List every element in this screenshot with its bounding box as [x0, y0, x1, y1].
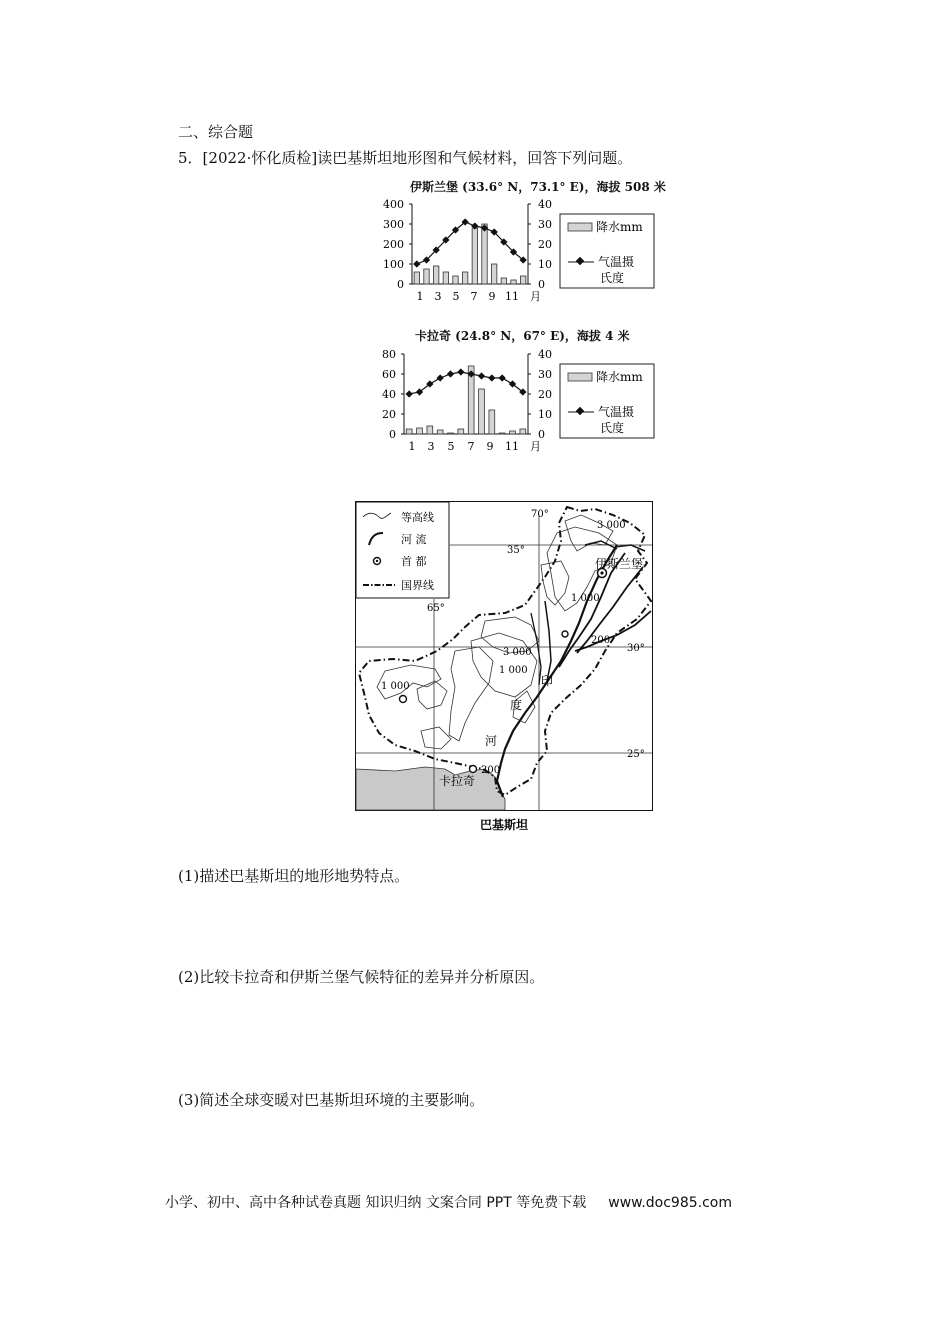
- precip-bar: [510, 431, 516, 434]
- temperature-point: [447, 370, 454, 377]
- lat-label-35: 35°: [507, 545, 525, 556]
- legend-precip-label: 降水mm: [596, 370, 643, 384]
- contour-label: 200: [591, 635, 611, 646]
- question-5: [178, 147, 632, 168]
- legend-contour: 等高线: [401, 511, 434, 524]
- legend-precip-swatch: [568, 373, 592, 381]
- question-source: [2022·怀化质检]: [202, 149, 318, 167]
- temperature-point: [478, 372, 485, 379]
- tick-x: 3: [427, 440, 435, 453]
- tick-x: 1: [416, 290, 424, 303]
- river-label: 度: [510, 698, 523, 712]
- precip-bar: [472, 228, 477, 284]
- precip-bar: [433, 266, 438, 284]
- tick-left: 100: [383, 258, 404, 271]
- tick-left: 40: [382, 388, 396, 401]
- legend-border: 国界线: [401, 579, 434, 592]
- tick-right: 40: [538, 198, 552, 211]
- precip-bar: [511, 280, 516, 284]
- precip-bar: [482, 224, 487, 284]
- legend-temp-marker: [576, 407, 584, 415]
- precip-bar: [499, 433, 505, 434]
- x-axis-ticks: [409, 440, 542, 453]
- city-islamabad: 伊斯兰堡: [595, 557, 644, 571]
- precip-bar: [437, 430, 443, 434]
- legend-temp-label: 气温摄: [598, 405, 635, 419]
- karachi-marker: [470, 766, 477, 773]
- lon-label-65: 65°: [427, 603, 445, 614]
- left-axis-ticks: [383, 198, 404, 291]
- tick-right: 10: [538, 408, 552, 421]
- temperature-point: [413, 260, 420, 267]
- tick-left: 200: [383, 238, 404, 251]
- question-text: 读巴基斯坦地形图和气候材料，回答下列问题。: [317, 149, 633, 167]
- map-caption: 巴基斯坦: [479, 818, 529, 832]
- precip-bar: [458, 429, 464, 434]
- tick-left: 0: [397, 278, 404, 291]
- legend-temp-label-2: 氏度: [600, 421, 625, 435]
- tick-left: 60: [382, 368, 396, 381]
- legend-temp-marker: [576, 257, 584, 265]
- x-unit: 月: [530, 440, 541, 453]
- tick-right: 20: [538, 238, 552, 251]
- river-label: 河: [485, 734, 498, 748]
- subquestion-3: (3)简述全球变暖对巴基斯坦环境的主要影响。: [178, 1091, 485, 1109]
- tick-right: 0: [538, 428, 545, 441]
- precip-bar: [489, 410, 495, 434]
- pakistan-topographic-map: [355, 501, 653, 835]
- contour-label: 3 000: [597, 520, 626, 531]
- right-axis-ticks: [538, 198, 552, 291]
- chart-title-islamabad: 伊斯兰堡 (33.6° N，73.1° E)，海拔 508 米: [410, 180, 666, 194]
- temperature-line: [409, 372, 523, 394]
- plot-area: [401, 354, 531, 434]
- precip-bar: [414, 272, 419, 284]
- tick-x: 9: [488, 290, 496, 303]
- tick-x: 3: [434, 290, 442, 303]
- tick-x: 7: [470, 290, 478, 303]
- legend-capital: 首 都: [401, 555, 427, 568]
- tick-right: 40: [538, 348, 552, 361]
- precip-bar: [462, 272, 467, 284]
- tick-left: 400: [383, 198, 404, 211]
- temperature-point: [498, 374, 505, 381]
- legend-temp-label-2: 氏度: [600, 271, 625, 285]
- temperature-point: [488, 374, 495, 381]
- temperature-point: [405, 390, 412, 397]
- contour-label: 1 000: [571, 593, 600, 604]
- precip-bar: [520, 276, 525, 284]
- lat-label-30: 30°: [627, 643, 645, 654]
- tick-x: 1: [408, 440, 416, 453]
- legend-precip-label: 降水mm: [596, 220, 643, 234]
- precip-bar: [491, 264, 496, 284]
- plot-area: [409, 204, 531, 284]
- legend-precip-swatch: [568, 223, 592, 231]
- tick-x: 11: [505, 290, 519, 303]
- footer: [165, 1192, 732, 1212]
- tick-right: 0: [538, 278, 545, 291]
- x-unit: 月: [530, 290, 541, 303]
- left-axis-ticks: [382, 348, 396, 441]
- tick-x: 9: [486, 440, 494, 453]
- right-axis-ticks: [538, 348, 552, 441]
- temperature-point: [457, 368, 464, 375]
- tick-right: 30: [538, 368, 552, 381]
- tick-left: 20: [382, 408, 396, 421]
- legend-temp-label: 气温摄: [598, 255, 635, 269]
- tick-x: 7: [467, 440, 475, 453]
- contour-label: 1 000: [381, 681, 410, 692]
- section-heading: 二、综合题: [178, 123, 254, 141]
- tick-x: 5: [452, 290, 460, 303]
- subquestion-1: (1)描述巴基斯坦的地形地势特点。: [178, 867, 410, 885]
- tick-x: 11: [505, 440, 519, 453]
- tick-right: 10: [538, 258, 552, 271]
- city-karachi: 卡拉奇: [439, 774, 476, 788]
- climate-chart-karachi: [370, 346, 670, 454]
- lat-label-25: 25°: [627, 749, 645, 760]
- precip-bar: [453, 276, 458, 284]
- footer-site[interactable]: www.doc985.com: [608, 1195, 732, 1211]
- precip-bar: [417, 428, 423, 434]
- precip-bar: [443, 272, 448, 284]
- legend: [560, 214, 654, 288]
- tick-right: 20: [538, 388, 552, 401]
- precip-bar: [427, 426, 433, 434]
- legend-river: 河 流: [401, 533, 427, 546]
- contour-label: 1 000: [499, 665, 528, 676]
- legend: [560, 364, 654, 438]
- river-label: 印: [541, 674, 554, 688]
- x-axis-ticks: [417, 290, 542, 303]
- climate-chart-islamabad: [370, 196, 670, 304]
- contour-label: 3 000: [503, 647, 532, 658]
- lon-label-70: 70°: [531, 509, 549, 520]
- question-number: 5．: [178, 149, 203, 167]
- subquestion-2: (2)比较卡拉奇和伊斯兰堡气候特征的差异并分析原因。: [178, 968, 545, 986]
- tick-left: 300: [383, 218, 404, 231]
- tick-x: 5: [447, 440, 455, 453]
- precip-bar: [520, 429, 526, 434]
- precip-bar: [424, 269, 429, 284]
- precip-bar: [406, 429, 412, 434]
- tick-left: 0: [389, 428, 396, 441]
- chart-title-karachi: 卡拉奇 (24.8° N，67° E)，海拔 4 米: [415, 329, 630, 343]
- precip-bar: [501, 278, 506, 284]
- temperature-line: [417, 222, 523, 264]
- temperature-point: [436, 374, 443, 381]
- tick-left: 80: [382, 348, 396, 361]
- footer-text: 小学、初中、高中各种试卷真题 知识归纳 文案合同 PPT 等免费下载: [165, 1195, 587, 1211]
- precip-bar: [448, 433, 454, 434]
- contour-label: 200: [481, 765, 501, 776]
- tick-right: 30: [538, 218, 552, 231]
- precip-bar: [479, 389, 485, 434]
